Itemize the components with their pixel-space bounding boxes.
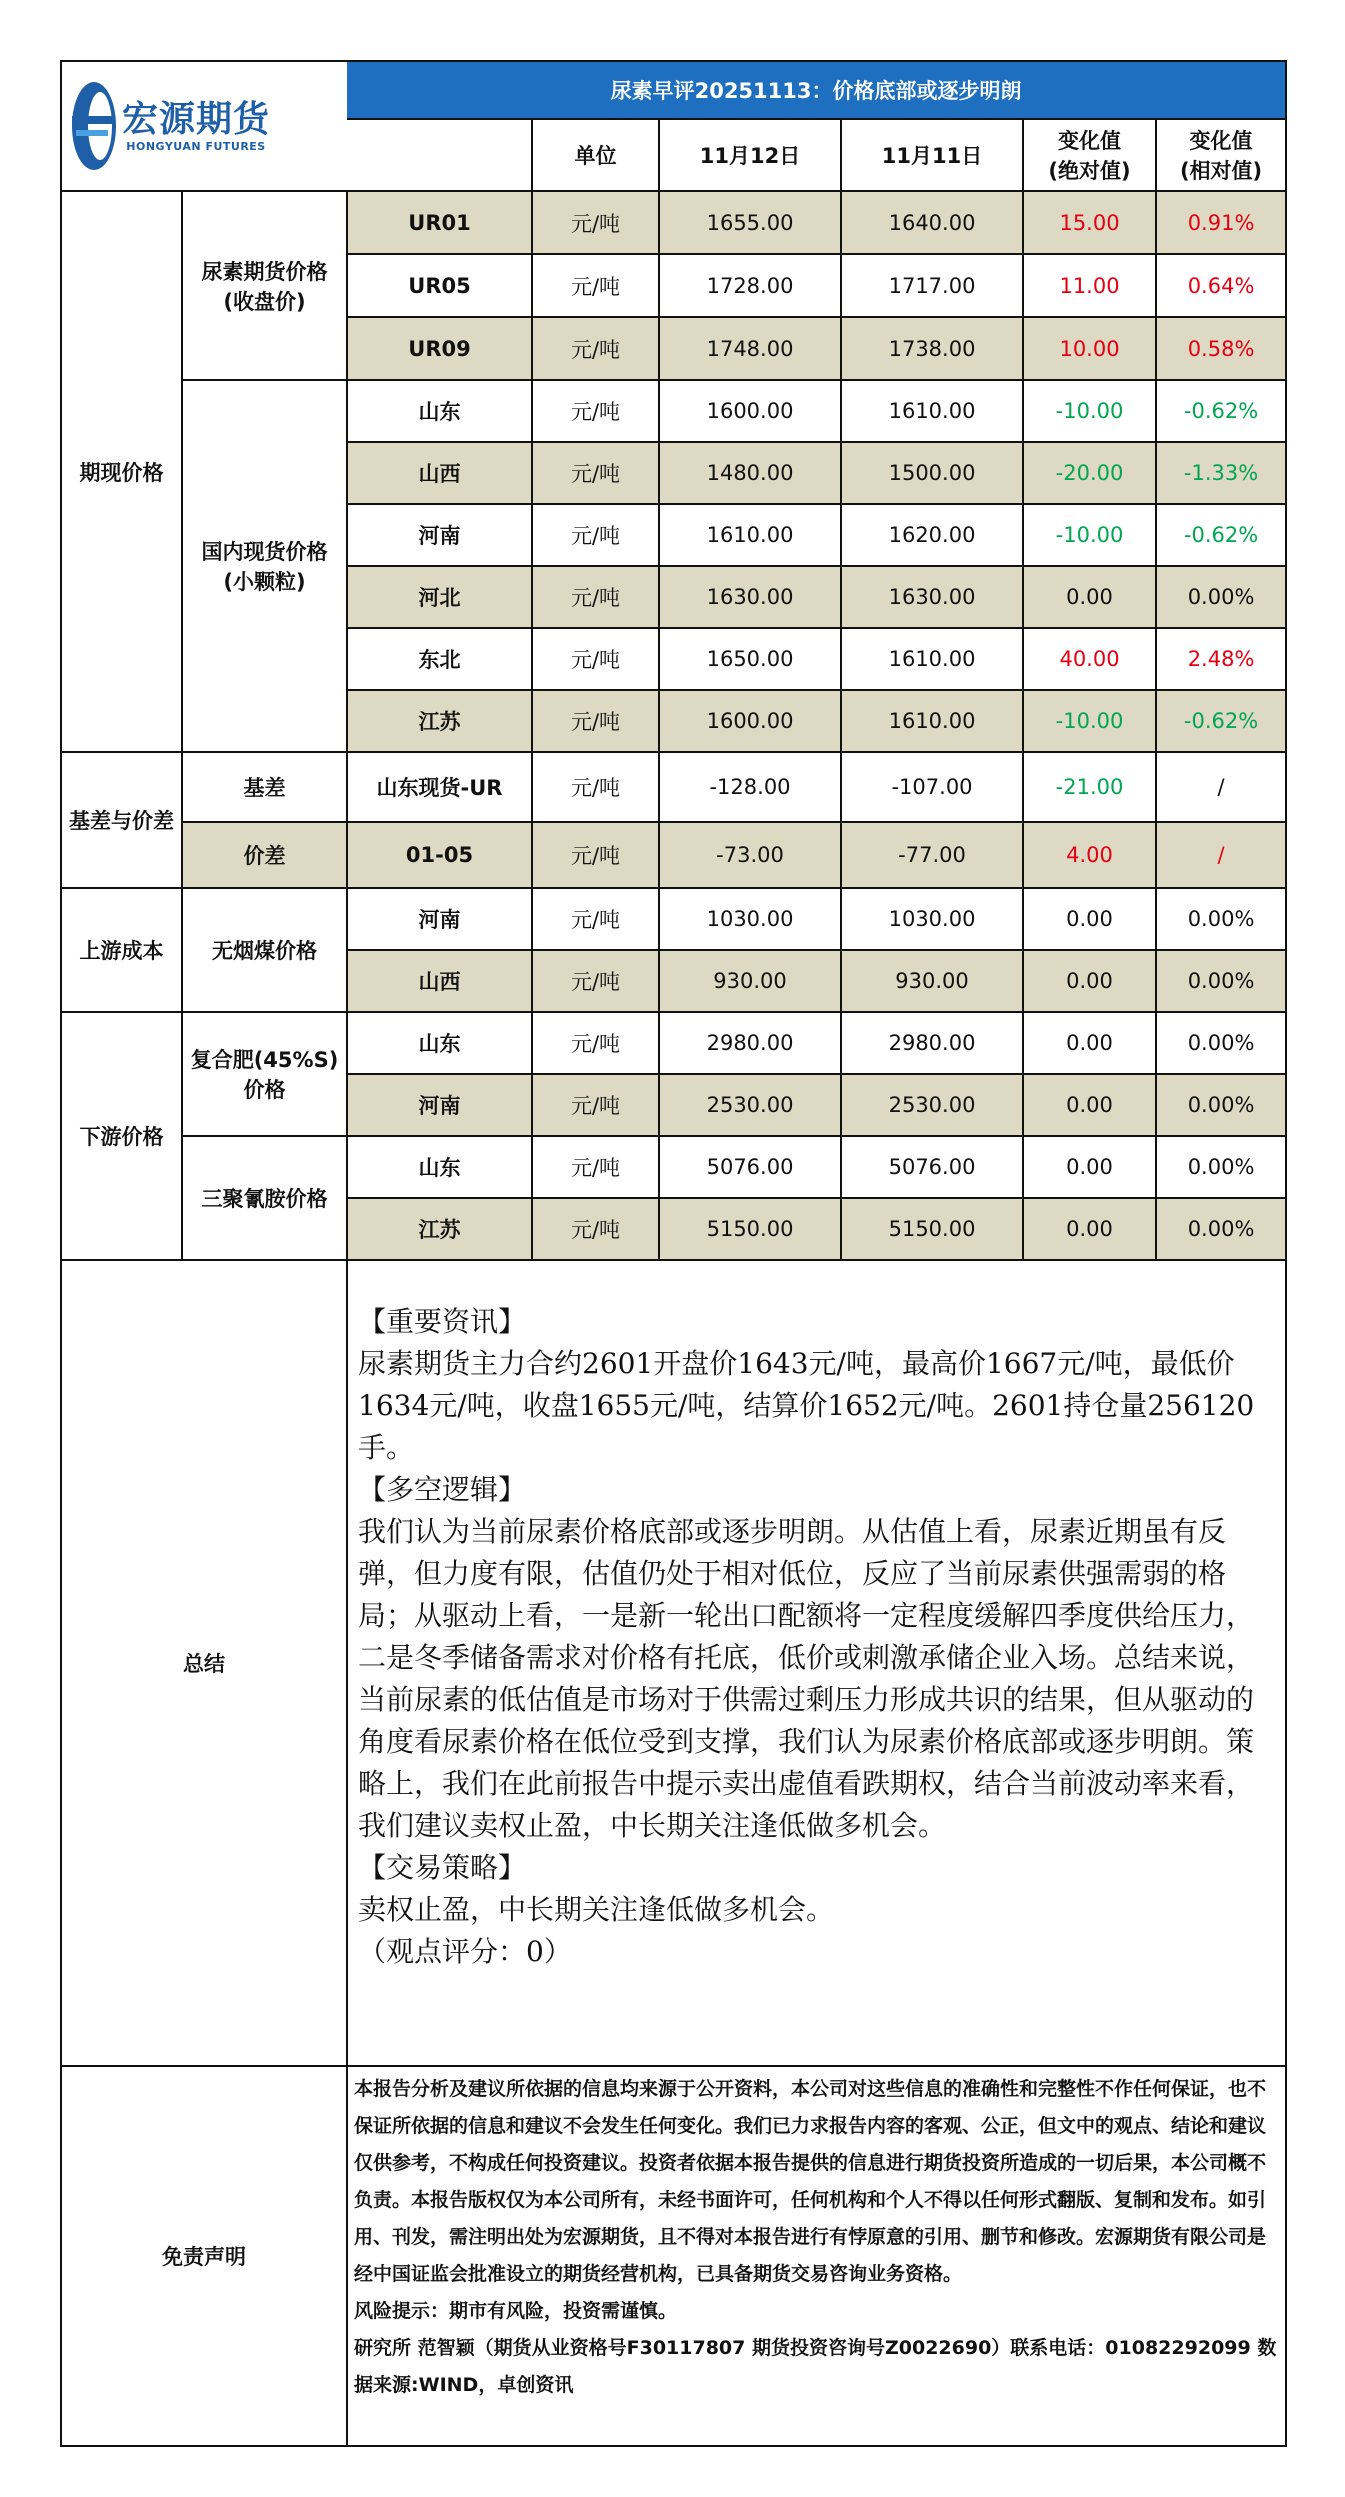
row-v2: 5150.00: [841, 1198, 1023, 1260]
row-name: 江苏: [347, 1198, 532, 1260]
row-v1: 1030.00: [659, 888, 841, 950]
row-v1: 2530.00: [659, 1074, 841, 1136]
row-abs: 10.00: [1023, 317, 1156, 380]
group-futures: 尿素期货价格 (收盘价): [182, 191, 347, 380]
row-rel: 2.48%: [1156, 628, 1286, 690]
row-unit: 元/吨: [532, 950, 659, 1012]
row-v2: 1610.00: [841, 628, 1023, 690]
header-d2: 11月11日: [841, 119, 1023, 191]
report-title: 尿素早评20251113：价格底部或逐步明朗: [347, 61, 1286, 119]
section-disclaimer: 免责声明: [61, 2066, 347, 2446]
row-unit: 元/吨: [532, 317, 659, 380]
section-qixian: 期现价格: [61, 191, 182, 752]
row-rel: 0.00%: [1156, 950, 1286, 1012]
row-abs: 0.00: [1023, 1074, 1156, 1136]
table-row: [61, 752, 1286, 822]
row-name: UR05: [347, 254, 532, 317]
row-unit: 元/吨: [532, 822, 659, 888]
row-unit: 元/吨: [532, 1136, 659, 1198]
row-abs: 40.00: [1023, 628, 1156, 690]
header-unit: 单位: [532, 119, 659, 191]
section-shangyou: 上游成本: [61, 888, 182, 1012]
row-abs: -20.00: [1023, 442, 1156, 504]
row-rel: 0.00%: [1156, 1198, 1286, 1260]
row-v1: 1600.00: [659, 690, 841, 752]
table-row: [61, 1136, 1286, 1198]
row-rel: 0.00%: [1156, 566, 1286, 628]
row-name: 山西: [347, 442, 532, 504]
row-v1: 1630.00: [659, 566, 841, 628]
summary-row: [61, 1260, 1286, 2066]
row-v1: 930.00: [659, 950, 841, 1012]
row-name: 山东: [347, 380, 532, 442]
row-rel: /: [1156, 752, 1286, 822]
row-abs: 0.00: [1023, 1012, 1156, 1074]
row-abs: 15.00: [1023, 191, 1156, 254]
section-jicha: 基差与价差: [61, 752, 182, 888]
row-abs: -10.00: [1023, 690, 1156, 752]
row-unit: 元/吨: [532, 1012, 659, 1074]
row-v2: 2530.00: [841, 1074, 1023, 1136]
row-v2: 1030.00: [841, 888, 1023, 950]
row-name: 01-05: [347, 822, 532, 888]
disclaimer-text: [347, 2066, 1286, 2446]
table-row: [61, 191, 1286, 254]
row-v2: 5076.00: [841, 1136, 1023, 1198]
group-spot: 国内现货价格 (小颗粒): [182, 380, 347, 752]
row-v2: -107.00: [841, 752, 1023, 822]
row-v1: 2980.00: [659, 1012, 841, 1074]
row-name: 山东: [347, 1136, 532, 1198]
row-unit: 元/吨: [532, 380, 659, 442]
row-v1: 5076.00: [659, 1136, 841, 1198]
row-rel: -0.62%: [1156, 504, 1286, 566]
row-abs: -10.00: [1023, 380, 1156, 442]
risk-warning: 风险提示：期市有风险，投资需谨慎。: [354, 2300, 678, 2322]
hongyuan-logo-icon: [66, 76, 116, 176]
row-rel: 0.00%: [1156, 1074, 1286, 1136]
row-unit: 元/吨: [532, 1198, 659, 1260]
row-unit: 元/吨: [532, 566, 659, 628]
row-v1: -128.00: [659, 752, 841, 822]
row-v2: 1630.00: [841, 566, 1023, 628]
header-d1: 11月12日: [659, 119, 841, 191]
row-rel: 0.64%: [1156, 254, 1286, 317]
summary-text: [347, 1260, 1286, 2066]
row-abs: 4.00: [1023, 822, 1156, 888]
row-abs: -10.00: [1023, 504, 1156, 566]
summary-paragraph: 尿素期货主力合约2601开盘价1643元/吨，最高价1667元/吨，最低价1634元/吨，收盘1655元/吨，结算价1652元/吨。2601持仓量256120手。: [358, 1347, 1255, 1464]
row-rel: 0.00%: [1156, 1012, 1286, 1074]
row-rel: /: [1156, 822, 1286, 888]
row-rel: 0.00%: [1156, 888, 1286, 950]
logo-cn: 宏源期货: [122, 98, 271, 140]
header-chg-abs: 变化值 (绝对值): [1023, 119, 1156, 191]
row-name: 山东现货-UR: [347, 752, 532, 822]
row-name: 河南: [347, 888, 532, 950]
row-name: 河南: [347, 504, 532, 566]
row-rel: -0.62%: [1156, 690, 1286, 752]
disclaimer-row: [61, 2066, 1286, 2446]
row-name: 山东: [347, 1012, 532, 1074]
summary-paragraph: 我们认为当前尿素价格底部或逐步明朗。从估值上看，尿素近期虽有反弹，但力度有限，估值仍处于相对低位，反应了当前尿素供强需弱的格局；从驱动上看，一是新一轮出口配额将一定程度缓解四季度供给压力，二是冬季储备需求对价格有托底，低价或刺激承储企业入场。总结来说，当前尿素的低估值是市场对于供需过剩压力形成共识的结果，但从驱动的角度看尿素价格在低位受到支撑，我们认为尿素价格底部或逐步明朗。策略上，我们在此前报告中提示卖出虚值看跌期权，结合当前波动率来看，我们建议卖权止盈，中长期关注逢低做多机会。: [358, 1515, 1255, 1842]
row-v2: -77.00: [841, 822, 1023, 888]
row-abs: 0.00: [1023, 1198, 1156, 1260]
row-name: 江苏: [347, 690, 532, 752]
logo: [61, 61, 347, 191]
report-sheet: [60, 60, 1285, 2447]
row-unit: 元/吨: [532, 628, 659, 690]
row-abs: 0.00: [1023, 888, 1156, 950]
header-date: [347, 119, 532, 191]
group-spread: 价差: [182, 822, 347, 888]
row-rel: 0.00%: [1156, 1136, 1286, 1198]
analyst-info: 研究所 范智颖（期货从业资格号F30117807 期货投资咨询号Z0022690）联系电话：01082292099 数据来源:WIND，卓创资讯: [354, 2337, 1277, 2396]
row-rel: -1.33%: [1156, 442, 1286, 504]
row-v2: 1738.00: [841, 317, 1023, 380]
section-summary: 总结: [61, 1260, 347, 2066]
summary-heading: 【交易策略】: [358, 1851, 527, 1884]
section-xiayou: 下游价格: [61, 1012, 182, 1260]
disclaimer-paragraph: 本报告分析及建议所依据的信息均来源于公开资料，本公司对这些信息的准确性和完整性不作任何保证，也不保证所依据的信息和建议不会发生任何变化。我们已力求报告内容的客观、公正，但文中的观点、结论和建议仅供参考，不构成任何投资建议。投资者依据本报告提供的信息进行期货投资所造成的一切后果，本公司概不负责。本报告版权仅为本公司所有，未经书面许可，任何机构和个人不得以任何形式翻版、复制和发布。如引用、刊发，需注明出处为宏源期货，且不得对本报告进行有悖原意的引用、删节和修改。宏源期货有限公司是经中国证监会批准设立的期货经营机构，已具备期货交易咨询业务资格。: [354, 2078, 1267, 2285]
row-unit: 元/吨: [532, 752, 659, 822]
row-unit: 元/吨: [532, 191, 659, 254]
row-v2: 930.00: [841, 950, 1023, 1012]
group-basis: 基差: [182, 752, 347, 822]
row-unit: 元/吨: [532, 442, 659, 504]
row-abs: 0.00: [1023, 1136, 1156, 1198]
summary-paragraph: 卖权止盈，中长期关注逢低做多机会。: [358, 1893, 835, 1926]
summary-heading: 【重要资讯】: [358, 1305, 527, 1338]
row-name: UR09: [347, 317, 532, 380]
row-v1: 1655.00: [659, 191, 841, 254]
row-v1: 1610.00: [659, 504, 841, 566]
row-abs: 0.00: [1023, 950, 1156, 1012]
row-v2: 1620.00: [841, 504, 1023, 566]
row-v2: 1610.00: [841, 380, 1023, 442]
row-rel: 0.91%: [1156, 191, 1286, 254]
row-name: 河北: [347, 566, 532, 628]
row-abs: 11.00: [1023, 254, 1156, 317]
row-v2: 1640.00: [841, 191, 1023, 254]
row-name: 东北: [347, 628, 532, 690]
group-melamine: 三聚氰胺价格: [182, 1136, 347, 1260]
row-v1: 1728.00: [659, 254, 841, 317]
row-unit: 元/吨: [532, 1074, 659, 1136]
row-abs: -21.00: [1023, 752, 1156, 822]
row-name: 山西: [347, 950, 532, 1012]
row-v1: -73.00: [659, 822, 841, 888]
row-v2: 1500.00: [841, 442, 1023, 504]
row-unit: 元/吨: [532, 888, 659, 950]
row-v2: 2980.00: [841, 1012, 1023, 1074]
row-v1: 1748.00: [659, 317, 841, 380]
row-v2: 1610.00: [841, 690, 1023, 752]
table-row: [61, 822, 1286, 888]
table-row: [61, 380, 1286, 442]
price-table: [60, 60, 1287, 2447]
group-compound: 复合肥(45%S) 价格: [182, 1012, 347, 1136]
row-v1: 1480.00: [659, 442, 841, 504]
row-v1: 5150.00: [659, 1198, 841, 1260]
row-v1: 1600.00: [659, 380, 841, 442]
row-v2: 1717.00: [841, 254, 1023, 317]
row-unit: 元/吨: [532, 504, 659, 566]
row-rel: 0.58%: [1156, 317, 1286, 380]
summary-score: （观点评分：0）: [358, 1935, 572, 1968]
row-rel: -0.62%: [1156, 380, 1286, 442]
header-chg-rel: 变化值 (相对值): [1156, 119, 1286, 191]
logo-en: HONGYUAN FUTURES: [126, 139, 266, 153]
row-unit: 元/吨: [532, 690, 659, 752]
group-coal: 无烟煤价格: [182, 888, 347, 1012]
row-abs: 0.00: [1023, 566, 1156, 628]
summary-heading: 【多空逻辑】: [358, 1473, 527, 1506]
row-name: UR01: [347, 191, 532, 254]
row-name: 河南: [347, 1074, 532, 1136]
row-v1: 1650.00: [659, 628, 841, 690]
row-unit: 元/吨: [532, 254, 659, 317]
table-row: [61, 1012, 1286, 1074]
table-row: [61, 888, 1286, 950]
